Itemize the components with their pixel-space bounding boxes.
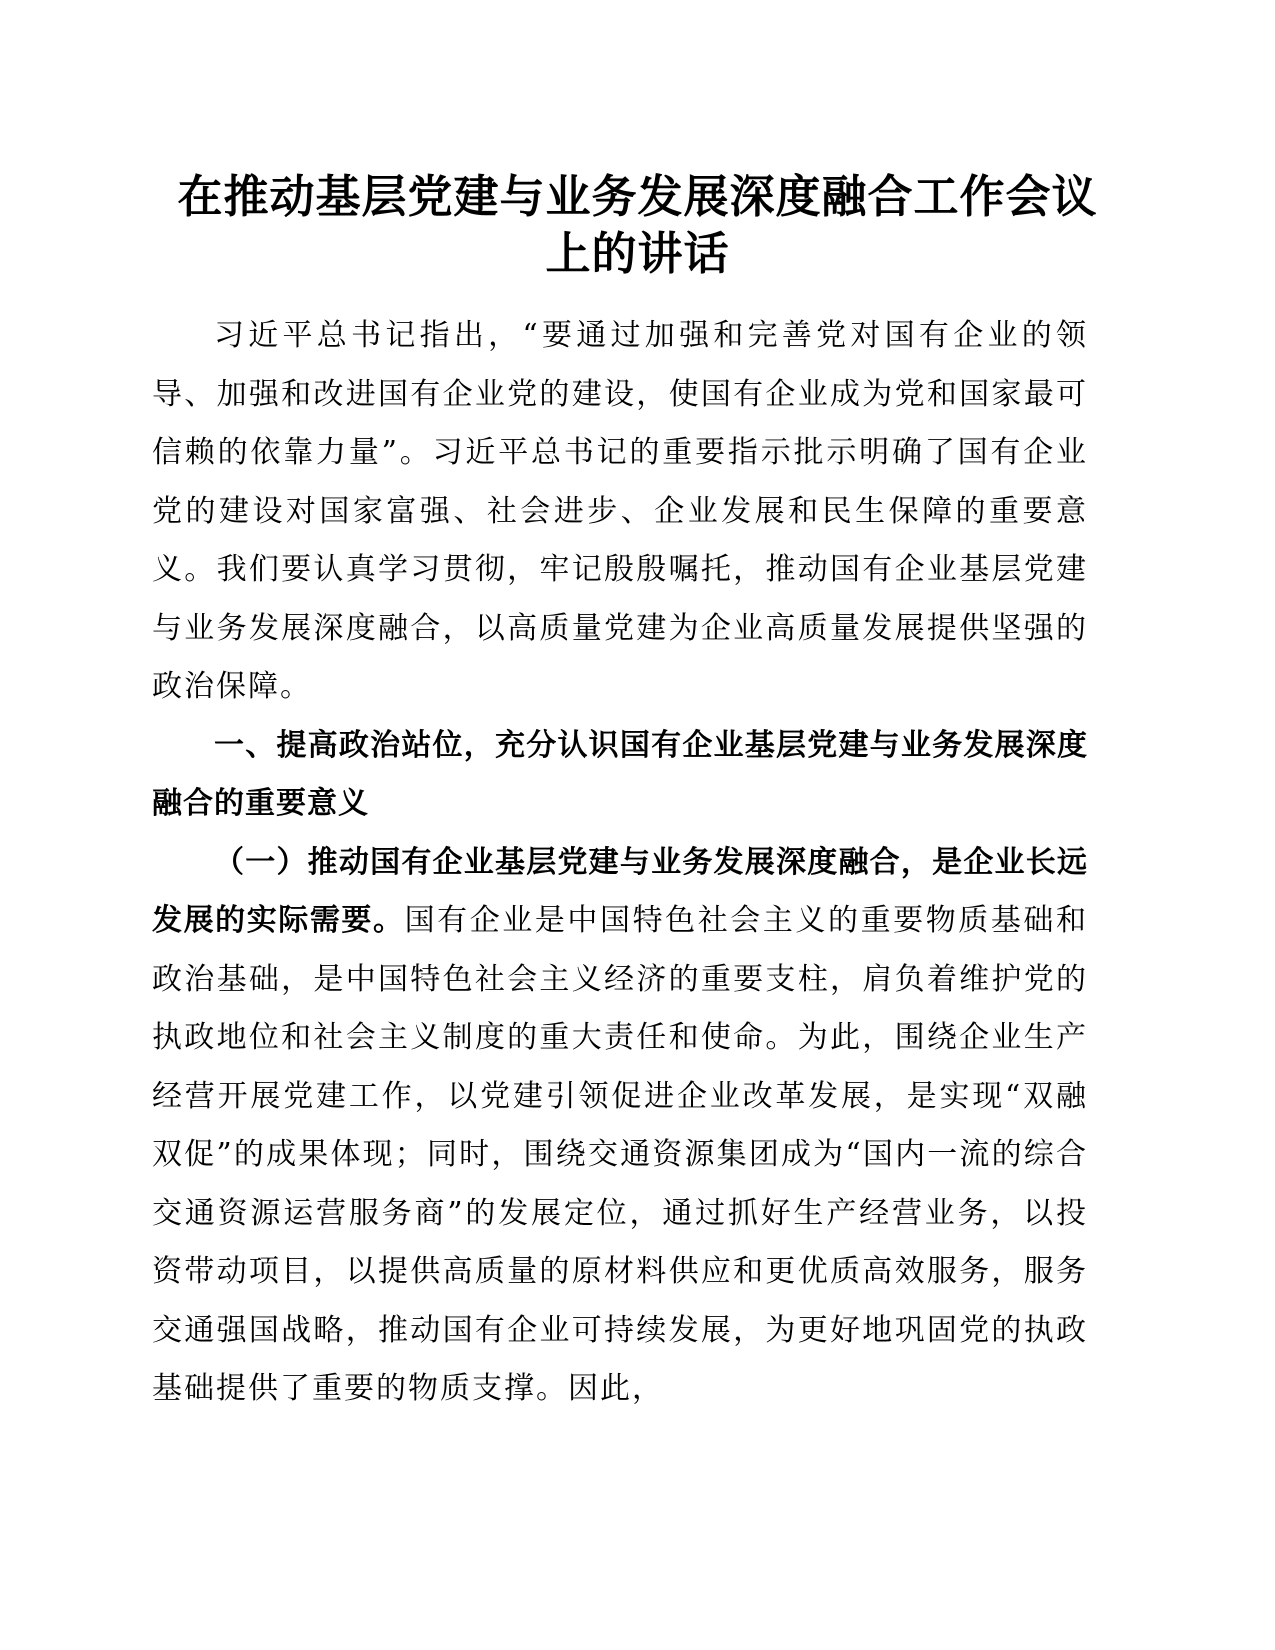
subsection-body-1: 国有企业是中国特色社会主义的重要物质基础和政治基础，是中国特色社会主义经济的重要支柱，肩负着维护党的执政地位和社会主义制度的重大责任和使命。为此，围绕企业生产经营开展党建工作，以党建引领促进企业改革发展，是实现“双融双促”的成果体现；同时，围绕交通资源集团成为“国内一流的综合交通资源运营服务商”的发展定位，通过抓好生产经营业务，以投资带动项目，以提供高质量的原材料供应和更优质高效服务，服务交通强国战略，推动国有企业可持续发展，为更好地巩固党的执政基础提供了重要的物质支撑。因此， <box>152 903 1089 1406</box>
intro-paragraph: 习近平总书记指出，“要通过加强和完善党对国有企业的领导、加强和改进国有企业党的建设，使国有企业成为党和国家最可信赖的依靠力量”。习近平总书记的重要指示批示明确了国有企业党的建设对国家富强、社会进步、企业发展和民生保障的重要意义。我们要认真学习贯彻，牢记殷殷嘱托，推动国有企业基层党建与业务发展深度融合，以高质量党建为企业高质量发展提供坚强的政治保障。 <box>152 318 1088 704</box>
title-line-1: 在推动基层党建与业务发展深度融合工作会议 <box>177 170 1098 223</box>
section-heading-1: 一、提高政治站位，充分认识国有企业基层党建与业务发展深度融合的重要意义 <box>152 727 1088 821</box>
subsection-lead-1: （一）推动国有企业基层党建与业务发展深度融合，是企业长远发展的实际需要。 <box>152 844 1088 938</box>
subsection-paragraph-1 <box>152 834 1088 1419</box>
document-body <box>152 307 1088 1419</box>
title-line-2: 上的讲话 <box>545 227 730 280</box>
document-title <box>150 168 1125 282</box>
